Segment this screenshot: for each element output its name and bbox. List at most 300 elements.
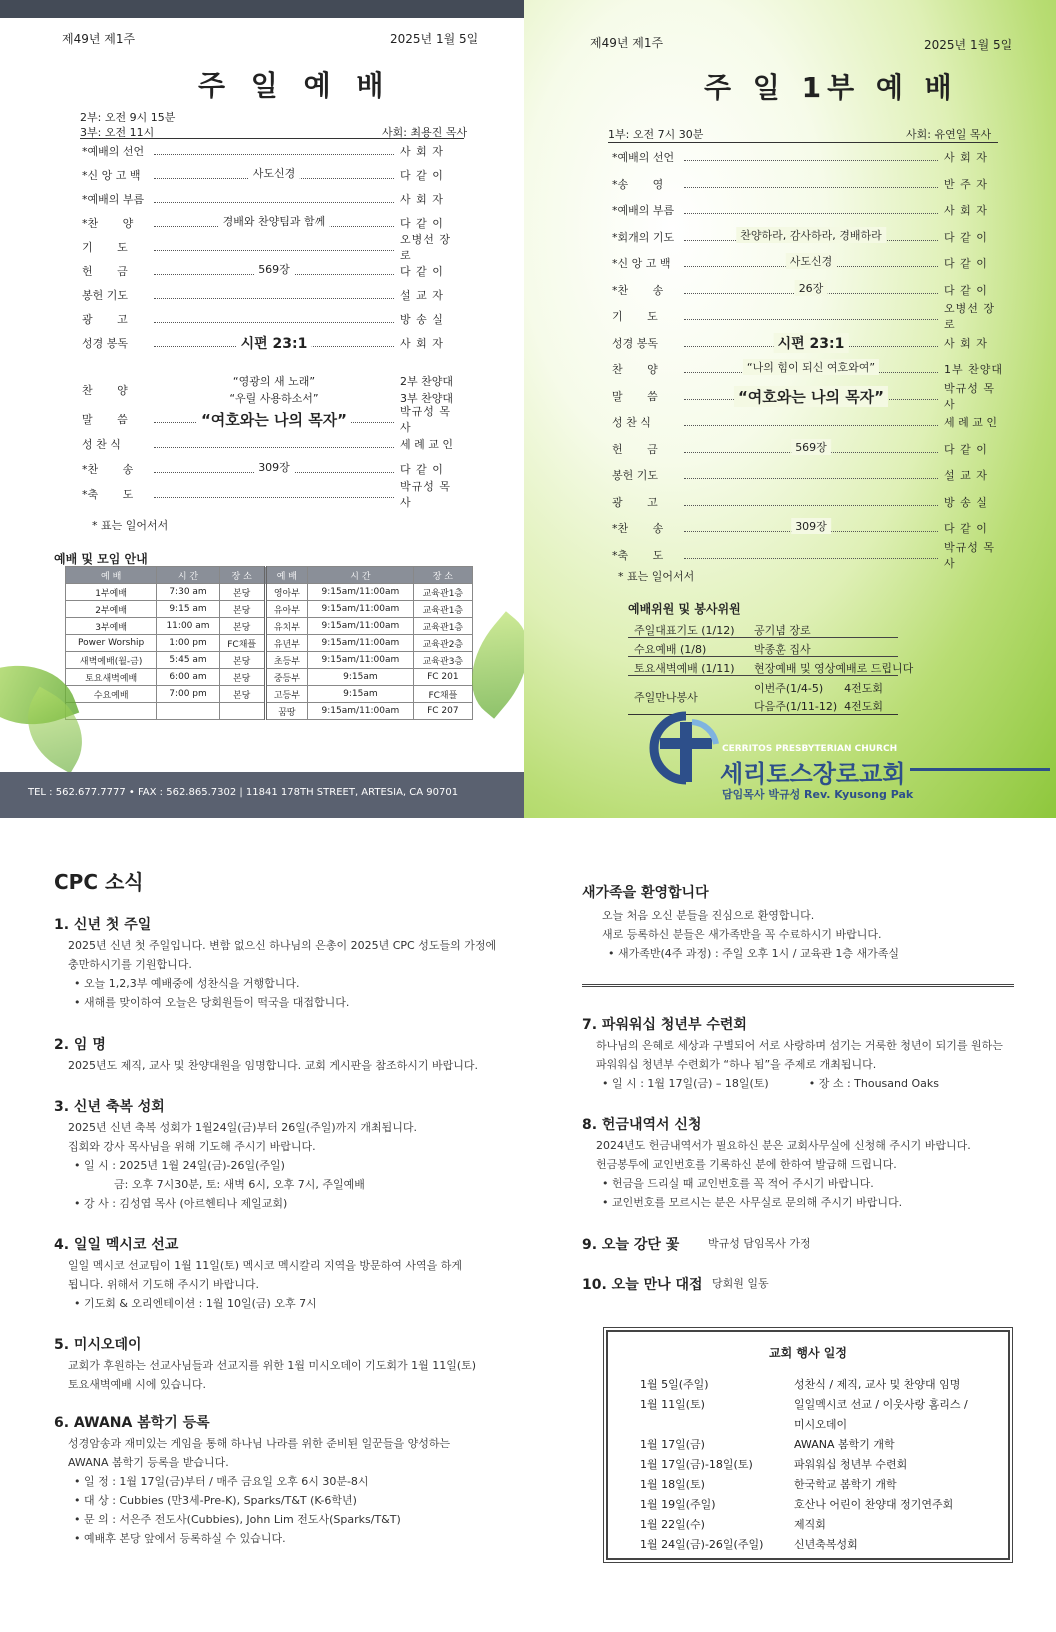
order-item-detail: “여호와는 나의 목자” — [734, 386, 888, 407]
order-row — [82, 260, 462, 282]
table-cell: 3부예배 — [66, 618, 157, 635]
church-name-en: CERRITOS PRESBYTERIAN CHURCH — [722, 744, 898, 754]
table-header-cell: 시 간 — [157, 567, 219, 584]
new-family-title: 새가족을 환영합니다 — [582, 885, 709, 901]
staff-role: 주일대표기도 (1/12) — [634, 624, 735, 637]
table-row — [66, 601, 473, 618]
news-6-title: 6. AWANA 봄학기 등록 — [54, 1415, 210, 1431]
order-item-name: *신 앙 고 백 — [612, 257, 671, 270]
staff-person: 박종훈 집사 — [754, 643, 811, 656]
order-row — [612, 279, 1006, 301]
choir-2: 2부 찬양대 — [400, 375, 453, 388]
news-3-line: 2025년 신년 축복 성회가 1월24일(금)부터 26일(주일)까지 개최됩니다. — [68, 1121, 418, 1134]
news-3-bullet: • 강 사 : 김성엽 목사 (아르헨티나 제일교회) — [74, 1197, 288, 1210]
logo-line — [910, 768, 1050, 771]
news-2-line: 2025년도 제직, 교사 및 찬양대원을 임명합니다. 교회 게시판을 참조하시기 바랍니다. — [68, 1059, 478, 1072]
order-item-detail: “나의 힘이 되신 여호와여” — [743, 359, 879, 375]
order-item-detail: 309장 — [254, 459, 294, 475]
news-3-bullet: • 일 시 : 2025년 1월 24일(금)-26일(주일) — [74, 1159, 285, 1172]
table-cell: 고등부 — [265, 686, 307, 703]
order-item-name: 성경 봉독 — [82, 337, 129, 350]
dot-leader — [154, 195, 394, 203]
order-item-name: 찬 양 — [82, 384, 128, 397]
new-family-line: 새로 등록하신 분들은 새가족반을 꼭 수료하시기 바랍니다. — [602, 928, 882, 941]
news-9-value: 박규성 담임목사 가정 — [708, 1237, 811, 1250]
order-row — [612, 252, 1006, 274]
news-10-value: 당회원 일동 — [712, 1277, 769, 1290]
dot-leader — [154, 490, 394, 498]
dot-leader — [684, 228, 938, 242]
order-item-who: 방 송 실 — [944, 495, 988, 509]
order-row — [82, 480, 462, 509]
staff-person: 공기념 장로 — [754, 624, 811, 637]
dot-leader — [154, 440, 394, 448]
table-cell: 교육관1층 — [413, 601, 472, 618]
order-item-who: 반 주 자 — [944, 177, 988, 191]
order-item-detail: 시편 23:1 — [774, 333, 849, 353]
staff-role: 수요예배 (1/8) — [634, 643, 707, 656]
table-cell: 수요예배 — [66, 686, 157, 703]
dot-leader — [684, 153, 938, 161]
event-date: 1월 17일(금) — [640, 1438, 705, 1451]
news-6-bullet: • 문 의 : 서은주 전도사(Cubbies), John Lim 전도사(Sparks/T&T) — [74, 1513, 401, 1526]
stand-note: * 표는 일어서서 — [92, 519, 169, 532]
dot-leader — [154, 336, 394, 352]
order-item-who: 다 같 이 — [944, 257, 988, 270]
order-item-name: *예배의 부름 — [612, 204, 675, 217]
news-1-bullet: • 새해를 맞이하여 오늘은 당회원들이 떡국을 대접합니다. — [74, 996, 350, 1009]
staff-person: 현장예배 및 영상예배로 드립니다 — [754, 662, 914, 675]
event-date: 1월 5일(주일) — [640, 1378, 709, 1391]
table-cell — [157, 703, 219, 720]
order-item-detail: 569장 — [791, 439, 831, 455]
dot-leader — [684, 387, 938, 406]
issue-number: 제49년 제1주 — [590, 36, 664, 50]
order-item-who: 다 같 이 — [944, 522, 988, 535]
dot-leader — [684, 551, 938, 559]
order-item-who: 다 같 이 — [400, 463, 444, 476]
news-6-line: 성경암송과 재미있는 게임을 통해 하나님 나라를 위한 준비된 일꾼들을 양성하는 — [68, 1437, 451, 1450]
news-1-line: 충만하시기를 기원합니다. — [68, 958, 192, 971]
news-7-title: 7. 파워워십 청년부 수련회 — [582, 1017, 747, 1033]
order-item-name: *예배의 선언 — [82, 145, 145, 158]
order-item-who: 다 같 이 — [400, 265, 444, 278]
service-time-3: 3부: 오전 11시 — [80, 126, 155, 139]
order-row — [612, 491, 1006, 513]
order-item-who: 사 회 자 — [944, 336, 988, 350]
news-5-title: 5. 미시오데이 — [54, 1337, 142, 1353]
dot-leader — [684, 206, 938, 214]
order-item-detail: 사도신경 — [249, 165, 300, 181]
order-item-who: 사 회 자 — [400, 337, 444, 350]
table-cell: FC채플 — [413, 686, 472, 703]
table-cell: 유치부 — [265, 618, 307, 635]
order-row — [612, 226, 1006, 248]
order-item-name: *회개의 기도 — [612, 230, 675, 244]
dot-leader — [154, 461, 394, 474]
order-item-detail: 26장 — [795, 280, 828, 296]
order-item-name: 찬 양 — [612, 363, 658, 376]
event-name: 일일멕시코 선교 / 이웃사랑 홈리스 / — [794, 1398, 968, 1411]
news-7-line: 파워워십 청년부 수련회가 “하나 됨”을 주제로 개최됩니다. — [596, 1058, 877, 1071]
dot-leader — [154, 215, 394, 228]
events-title: 교회 행사 일정 — [769, 1346, 847, 1360]
page-title: 주 일 예 배 — [198, 69, 392, 102]
table-cell: 본당 — [219, 601, 265, 618]
table-cell: 본당 — [219, 652, 265, 669]
table-cell: 본당 — [219, 669, 265, 686]
order-row — [82, 458, 462, 480]
table-cell — [219, 703, 265, 720]
news-8-title: 8. 헌금내역서 신청 — [582, 1117, 702, 1133]
divider — [80, 138, 464, 139]
new-family-line: 오늘 처음 오신 분들을 진심으로 환영합니다. — [602, 909, 815, 922]
dot-leader — [684, 498, 938, 506]
table-row — [66, 652, 473, 669]
order-item-who: 설 교 자 — [944, 469, 988, 482]
table-cell: 9:15am/11:00am — [308, 652, 414, 669]
order-item-who: 사 회 자 — [944, 204, 988, 217]
order-row — [612, 173, 1006, 195]
meet-next-week: 다음주(1/11-12) 4전도회 — [754, 700, 883, 713]
anthem-2: “영광의 새 노래” — [232, 375, 316, 388]
table-row — [66, 584, 473, 601]
order-item-who: 설 교 자 — [400, 289, 444, 302]
right-bulletin-panel — [524, 0, 1056, 818]
news-4-line: 일일 멕시코 선교팀이 1월 11일(토) 멕시코 멕시칼리 지역을 방문하여 사역을 하게 — [68, 1259, 462, 1272]
event-date: 1월 19일(주일) — [640, 1498, 716, 1511]
order-item-name: 말 씀 — [82, 413, 128, 426]
table-cell: 본당 — [219, 584, 265, 601]
table-cell: Power Worship — [66, 635, 157, 652]
order-item-who — [400, 373, 462, 407]
service-time-2: 2부: 오전 9시 15분 — [80, 111, 176, 124]
order-row — [612, 411, 1006, 433]
event-name: 호산나 어린이 찬양대 정기연주회 — [794, 1498, 954, 1511]
table-header-cell: 예 배 — [265, 567, 307, 584]
table-cell: FC 207 — [413, 703, 472, 720]
news-5-line: 교회가 후원하는 선교사님들과 선교지를 위한 1월 미시오데이 기도회가 1월 11일(토) — [68, 1359, 477, 1372]
order-item-detail: 시편 23:1 — [237, 333, 312, 353]
presider: 사회: 유연일 목사 — [906, 128, 992, 141]
order-item-name: 성 찬 식 — [612, 416, 651, 429]
event-name: 제직회 — [794, 1518, 826, 1531]
order-item-detail: 309장 — [791, 518, 831, 534]
news-1-line: 2025년 신년 첫 주일입니다. 변함 없으신 하나님의 은총이 2025년 CPC 성도들의 가정에 — [68, 939, 497, 952]
table-row — [66, 669, 473, 686]
schedule-title: 예배 및 모임 안내 — [54, 552, 148, 566]
event-name: 신년축복성회 — [794, 1538, 858, 1551]
news-7-bullet: • 일 시 : 1월 17일(금) – 18일(토) — [602, 1077, 769, 1090]
order-item-who: 다 같 이 — [944, 283, 988, 297]
anthem-3: “우릴 사용하소서” — [229, 392, 319, 405]
news-6-bullet: • 대 상 : Cubbies (만3세-Pre-K), Sparks/T&T (K-6학년) — [74, 1494, 357, 1507]
order-row — [612, 438, 1006, 460]
order-item-name: *찬 송 — [612, 522, 664, 535]
order-item-who: 방 송 실 — [400, 313, 444, 326]
order-row — [82, 164, 462, 186]
dot-leader — [684, 255, 938, 268]
bulletin-date: 2025년 1월 5일 — [924, 38, 1013, 52]
order-item-detail: 569장 — [254, 261, 294, 277]
news-4-line: 됩니다. 위해서 기도해 주시기 바랍니다. — [68, 1278, 259, 1291]
order-item-name: 성경 봉독 — [612, 336, 659, 350]
divider — [608, 142, 998, 143]
news-3-title: 3. 신년 축복 성회 — [54, 1099, 165, 1115]
dot-leader — [684, 335, 938, 352]
church-logo-icon — [646, 708, 726, 788]
dot-leader — [154, 263, 394, 276]
dot-leader — [154, 291, 394, 299]
double-divider — [582, 984, 1014, 987]
order-item-who: 다 같 이 — [400, 217, 444, 230]
presider: 사회: 최용진 목사 — [382, 126, 468, 139]
news-4-bullet: • 기도회 & 오리엔테이션 : 1월 10일(금) 오후 7시 — [74, 1297, 317, 1310]
table-cell: 영아부 — [265, 584, 307, 601]
event-date: 1월 24일(금)-26일(주일) — [640, 1538, 764, 1551]
table-cell: 7:00 pm — [157, 686, 219, 703]
staff-role: 토요새벽예배 (1/11) — [634, 662, 735, 675]
new-family-bullet: • 새가족반(4주 과정) : 주일 오후 1시 / 교육관 1층 새가족실 — [608, 947, 899, 960]
dot-leader — [684, 281, 938, 295]
event-name: 성찬식 / 제직, 교사 및 찬양대 임명 — [794, 1378, 961, 1391]
order-item-detail: 경배와 찬양팀과 함께 — [219, 213, 330, 229]
event-date: 1월 18일(토) — [640, 1478, 705, 1491]
church-name-kr: 세리토스장로교회 — [720, 760, 906, 788]
dot-leader — [154, 411, 394, 429]
news-7-line: 하나님의 은혜로 세상과 구별되어 서로 사랑하며 섬기는 거룩한 청년이 되기를 원하는 — [596, 1039, 1003, 1052]
order-row — [612, 302, 1006, 331]
news-6-bullet: • 예배후 본당 앞에서 등록하실 수 있습니다. — [74, 1532, 286, 1545]
table-cell: 9:15am — [308, 669, 414, 686]
table-cell: 9:15am — [308, 686, 414, 703]
news-8-line: 헌금봉투에 교인번호를 기록하신 분에 한하여 발급해 드립니다. — [596, 1158, 897, 1171]
dot-leader — [154, 147, 394, 155]
order-item-name: 광 고 — [82, 313, 128, 326]
table-header-row — [66, 567, 473, 584]
order-row — [612, 199, 1006, 221]
news-8-bullet: • 교인번호를 모르시는 분은 사무실로 문의해 주시기 바랍니다. — [602, 1196, 903, 1209]
order-item-who: 박규성 목사 — [944, 540, 996, 570]
staff-title: 예배위원 및 봉사위원 — [628, 602, 741, 616]
table-cell: 1:00 pm — [157, 635, 219, 652]
order-item-detail: “여호와는 나의 목자” — [197, 409, 351, 430]
table-cell: 교육관2층 — [413, 635, 472, 652]
order-item-name: 헌 금 — [82, 265, 128, 278]
order-item-name: *찬 양 — [82, 217, 134, 230]
choir-3: 3부 찬양대 — [400, 392, 453, 405]
order-row — [82, 308, 462, 330]
order-item-who: 오병선 장로 — [944, 302, 996, 331]
order-item-detail: 찬양하라, 감사하라, 경배하라 — [736, 227, 886, 243]
order-item-name: 봉헌 기도 — [612, 469, 659, 482]
table-cell: 꿈땅 — [265, 703, 307, 720]
order-item-who: 오병선 장로 — [400, 233, 452, 262]
event-name: 파워워십 청년부 수련회 — [794, 1458, 908, 1471]
news-7-bullet: • 장 소 : Thousand Oaks — [808, 1077, 939, 1090]
order-row — [612, 517, 1006, 539]
service-time-1: 1부: 오전 7시 30분 — [608, 128, 704, 141]
order-item-who: 다 같 이 — [944, 230, 988, 244]
news-5-line: 토요새벽예배 시에 있습니다. — [68, 1378, 207, 1391]
divider — [628, 637, 898, 638]
order-item-name: 성 찬 식 — [82, 438, 121, 451]
dot-leader — [684, 520, 938, 533]
table-cell: 6:00 am — [157, 669, 219, 686]
news-3-line: 집회와 강사 목사님을 위해 기도해 주시기 바랍니다. — [68, 1140, 316, 1153]
order-row — [82, 284, 462, 306]
order-row — [82, 332, 462, 354]
order-item-name: 기 도 — [612, 310, 658, 323]
dot-leader — [684, 471, 938, 479]
order-item-name: 봉헌 기도 — [82, 289, 129, 302]
bulletin-date: 2025년 1월 5일 — [390, 32, 479, 46]
table-cell: 유아부 — [265, 601, 307, 618]
table-cell: 9:15am/11:00am — [308, 635, 414, 652]
order-item-name: 말 씀 — [612, 389, 658, 403]
order-row — [82, 140, 462, 162]
order-item-name: 광 고 — [612, 495, 658, 509]
dot-leader — [684, 418, 938, 426]
table-cell: 9:15am/11:00am — [308, 703, 414, 720]
order-row — [612, 540, 1006, 570]
table-cell: 본당 — [219, 618, 265, 635]
events-box — [606, 1330, 1010, 1560]
news-3-bullet: 금: 오후 7시30분, 토: 새벽 6시, 오후 7시, 주일예배 — [114, 1178, 365, 1191]
news-1-title: 1. 신년 첫 주일 — [54, 917, 152, 933]
order-item-who: 박규성 목사 — [400, 405, 452, 434]
news-10-title: 10. 오늘 만나 대접 — [582, 1277, 703, 1293]
table-cell: FC채플 — [219, 635, 265, 652]
dot-leader — [154, 243, 394, 251]
event-date: 1월 17일(금)-18일(토) — [640, 1458, 753, 1471]
table-cell: 9:15am/11:00am — [308, 584, 414, 601]
page-title: 주 일 1부 예 배 — [704, 71, 958, 104]
table-cell: 중등부 — [265, 669, 307, 686]
left-bulletin-panel — [0, 0, 524, 818]
divider — [628, 675, 898, 676]
table-cell: 9:15 am — [157, 601, 219, 618]
event-date: 1월 11일(토) — [640, 1398, 705, 1411]
order-row — [82, 233, 462, 262]
order-item-who: 세 례 교 인 — [944, 416, 997, 429]
order-item-name: *축 도 — [612, 548, 664, 562]
order-item-name: *찬 송 — [82, 463, 134, 476]
table-cell: 9:15am/11:00am — [308, 618, 414, 635]
table-row — [66, 686, 473, 703]
order-item-middle — [148, 373, 400, 407]
order-item-who: 세 례 교 인 — [400, 438, 453, 451]
table-cell: 9:15am/11:00am — [308, 601, 414, 618]
news-title: CPC 소식 — [54, 870, 144, 894]
divider — [628, 656, 898, 657]
news-2-title: 2. 임 명 — [54, 1037, 106, 1053]
table-header-cell: 예 배 — [66, 567, 157, 584]
order-row — [612, 146, 1006, 168]
order-row — [612, 464, 1006, 486]
table-row — [66, 635, 473, 652]
table-header-cell: 시 간 — [308, 567, 414, 584]
dot-leader — [684, 440, 938, 454]
table-cell: 7:30 am — [157, 584, 219, 601]
event-name: 한국학교 봄학기 개학 — [794, 1478, 897, 1491]
order-item-who: 박규성 목사 — [944, 381, 996, 411]
table-cell: 초등부 — [265, 652, 307, 669]
table-cell: 유년부 — [265, 635, 307, 652]
news-6-line: AWANA 봄학기 등록을 받습니다. — [68, 1456, 229, 1469]
table-row — [66, 618, 473, 635]
pastor-name: 담임목사 박규성 Rev. Kyusong Pak — [722, 788, 914, 801]
order-row — [82, 433, 462, 455]
order-item-name: *축 도 — [82, 488, 134, 501]
table-row — [66, 703, 473, 720]
order-item-name: *예배의 부름 — [82, 193, 145, 206]
table-cell: 2부예배 — [66, 601, 157, 618]
news-4-title: 4. 일일 멕시코 선교 — [54, 1237, 179, 1253]
news-9-title: 9. 오늘 강단 꽃 — [582, 1237, 680, 1253]
event-name: 미시오데이 — [794, 1418, 848, 1431]
schedule-table — [65, 566, 473, 720]
news-6-bullet: • 일 정 : 1월 17일(금)부터 / 매주 금요일 오후 6시 30분-8시 — [74, 1475, 369, 1488]
order-item-who: 사 회 자 — [400, 145, 444, 158]
order-row — [612, 332, 1006, 354]
order-item-who: 다 같 이 — [944, 442, 988, 456]
news-8-line: 2024년도 헌금내역서가 필요하신 분은 교회사무실에 신청해 주시기 바랍니다. — [596, 1139, 971, 1152]
event-date: 1월 22일(수) — [640, 1518, 705, 1531]
table-cell: 교육관1층 — [413, 618, 472, 635]
order-item-name: 기 도 — [82, 241, 128, 254]
order-item-name: *찬 송 — [612, 283, 664, 297]
dot-leader — [684, 361, 938, 374]
order-item-who: 1부 찬양대 — [944, 363, 1003, 376]
table-cell: 토요새벽예배 — [66, 669, 157, 686]
table-cell: 11:00 am — [157, 618, 219, 635]
issue-number: 제49년 제1주 — [62, 32, 136, 46]
table-cell: 5:45 am — [157, 652, 219, 669]
dot-leader — [684, 312, 938, 320]
order-item-who: 다 같 이 — [400, 169, 444, 182]
order-item-name: *예배의 선언 — [612, 151, 675, 164]
table-cell: 본당 — [219, 686, 265, 703]
order-item-who: 사 회 자 — [400, 193, 444, 206]
order-row — [612, 358, 1006, 380]
table-header-cell: 장 소 — [219, 567, 265, 584]
dot-leader — [684, 180, 938, 188]
table-cell: 1부예배 — [66, 584, 157, 601]
dot-leader — [154, 315, 394, 323]
table-cell: 새벽예배(월-금) — [66, 652, 157, 669]
order-row — [82, 405, 462, 434]
order-item-name: *송 영 — [612, 177, 664, 191]
table-cell: FC 201 — [413, 669, 472, 686]
event-name: AWANA 봄학기 개학 — [794, 1438, 895, 1451]
stand-note: * 표는 일어서서 — [618, 570, 695, 583]
order-item-who: 박규성 목사 — [400, 480, 452, 509]
meet-this-week: 이번주(1/4-5) 4전도회 — [754, 682, 883, 695]
order-item-detail: 사도신경 — [786, 253, 837, 269]
order-item-name: *신 앙 고 백 — [82, 169, 141, 182]
news-8-bullet: • 헌금을 드리실 때 교인번호를 꼭 적어 주시기 바랍니다. — [602, 1177, 874, 1190]
table-cell — [66, 703, 157, 720]
order-row — [612, 381, 1006, 411]
contact-footer: TEL : 562.677.7777 • FAX : 562.865.7302 | 11841 178TH STREET, ARTESIA, CA 90701 — [0, 772, 524, 818]
dot-leader — [154, 167, 394, 180]
news-1-bullet: • 오늘 1,2,3부 예배중에 성찬식을 거행합니다. — [74, 977, 300, 990]
order-item-who: 사 회 자 — [944, 151, 988, 164]
table-header-cell: 장 소 — [413, 567, 472, 584]
order-item-name: 헌 금 — [612, 442, 658, 456]
meet-label: 주일만나봉사 — [634, 691, 698, 704]
